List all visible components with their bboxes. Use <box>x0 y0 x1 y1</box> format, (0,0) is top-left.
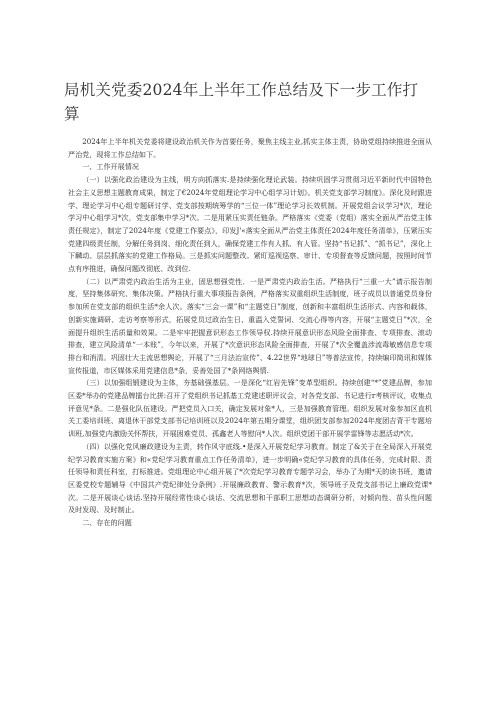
body-paragraph: （一）以强化政治建设为主线，明方向抓落实.是持续强化理论武装。持续巩固学习贯彻习近平新时代中国特色社会主义思想主题教育成果，制定了€2024年党组理论学习中心组学习计划》。机关党支部学习制度》。深化及时跟进学、理论学习中心组专题研讨学、党支部按期统筹学的“三位一体”理论学习长效机制。开展党组会议学习*次，理论学习中心组学习*次，党支部集中学习*次。二是用紧压实责任链条。严格落实《党委（党组）落实全面从严治党主体责任规定》，制定了2024年度《党建工作要点》，印发J'«落实全面从严治党主体责任2024年度任务清单》，压紧压实党建四级责任制，分解任务到岗、细化责任到人，确保党建工作有人抓、有人管。坚持“书记抓”、“抓书记”，深化上下麟动、层层抓落实的党建工作格局。三是抓实问题整改。紧盯巡视巡察、审计、专项督查等反馈问题，按照时间节点有序推进，确保问题改彻底、改到位. <box>68 175 432 274</box>
body-paragraph: （四）以强化党风廉政建设为主责，转作风守底线.•是深入开展党纪学习教育。制定了&关于在全局深入开展党纪学习教育实施方案》和«党纪学习教育重点工作任务清单》，进一步明确«党纪学习教育的具体任务，完成时限、责任领导和责任科室，打标推进。党组理论中心组开展了*次党纪学习教育专题学习会，举办了为期*天的读书班，邀请区委党校专题辅导《中国共产党纪律处分条例》.开展廉政教育、警示教育*次，领导班子及党支部书记上廉政党课*次。二是开展谈心谈话.坚持开展经常性谈心谈话、交流思想和干部职工思想动态调研分析，对倾向性、苗头性问题及时发现、及时制止。 <box>68 441 432 515</box>
section-heading: 二、存在的问题 <box>82 518 132 528</box>
document-title: 局机关党委2024年上半年工作总结及下一步工作打算 <box>64 81 419 123</box>
body-paragraph: （二）以严肃党内政治生活为主业，固思想强党性．一是严肃党内政治生活。严格执行“三重一大”请示报告制度，坚持集体研究、集体决策。严格执行重大事项报告条例，严格落实双重组织生活制度，班子成员以普通党员身份参加所在党支部的组织生活*余人次。落实“三会一课”和“主题党日”制度，创新和丰富组织生活形式、内容和载体，创新实施调研、走访考察等形式，拓展党员过政治生日、重温入党誓词、交流心得等内容，开展“主题党日”*次，全面提升组织生活质量和效果。二是牢牢把握意识形态工作领导权.持续开展意识形态风险全面排查、专项排查、滚动排查，建立风险清单“一本账”，今年以来，开展了*次意识形态风险全面排查，开展了*次全覆盖涉流毒敏感信息专项排台和消清。巩固壮大主流思想舆论，开展了“三月法治宣传”、4.22世界“地球日”等普法宣传，持续编印简讯和媒体宣传报道，市区媒体采用党建信息*条，妥善处国了*条网络舆情. <box>68 276 432 375</box>
document-body <box>68 136 432 530</box>
intro-paragraph: 2024年上半年机关党委将建设政治机关作为首要任务，聚焦主线主业,抓实主体主责，协助党组持续推进全面从严治党，现将工作总结如下。 <box>68 137 432 159</box>
section-heading: 一、工作开展情况 <box>82 162 139 172</box>
body-paragraph: （三）以加强组锻建设为主体，夯基础强基层。一是深化“红岩先锋”变革型组织。持续创建“*”党建品牌，参加区委*举办的党建品牌擂台比拼:召开了党组织书记抓基工党建述职评议会，对各党支部、书记进行r考核评议，收集点评意见*条。二是强化队伍建设。严把党员入口关，确定发展对象*人，三是加强教育管理。组织发展对象参加区直机关工委培训班、离退休干部党支部书记培训班以及2024年第五期分课堂，组织团支部参加2024年度团吉背干专题培训班,加强党内激励关怀帮扶，开展困难党员、孤鑫老人等慰问*人次。组织党团干部开展学雷锋等志愿活动*次。 <box>68 378 433 439</box>
